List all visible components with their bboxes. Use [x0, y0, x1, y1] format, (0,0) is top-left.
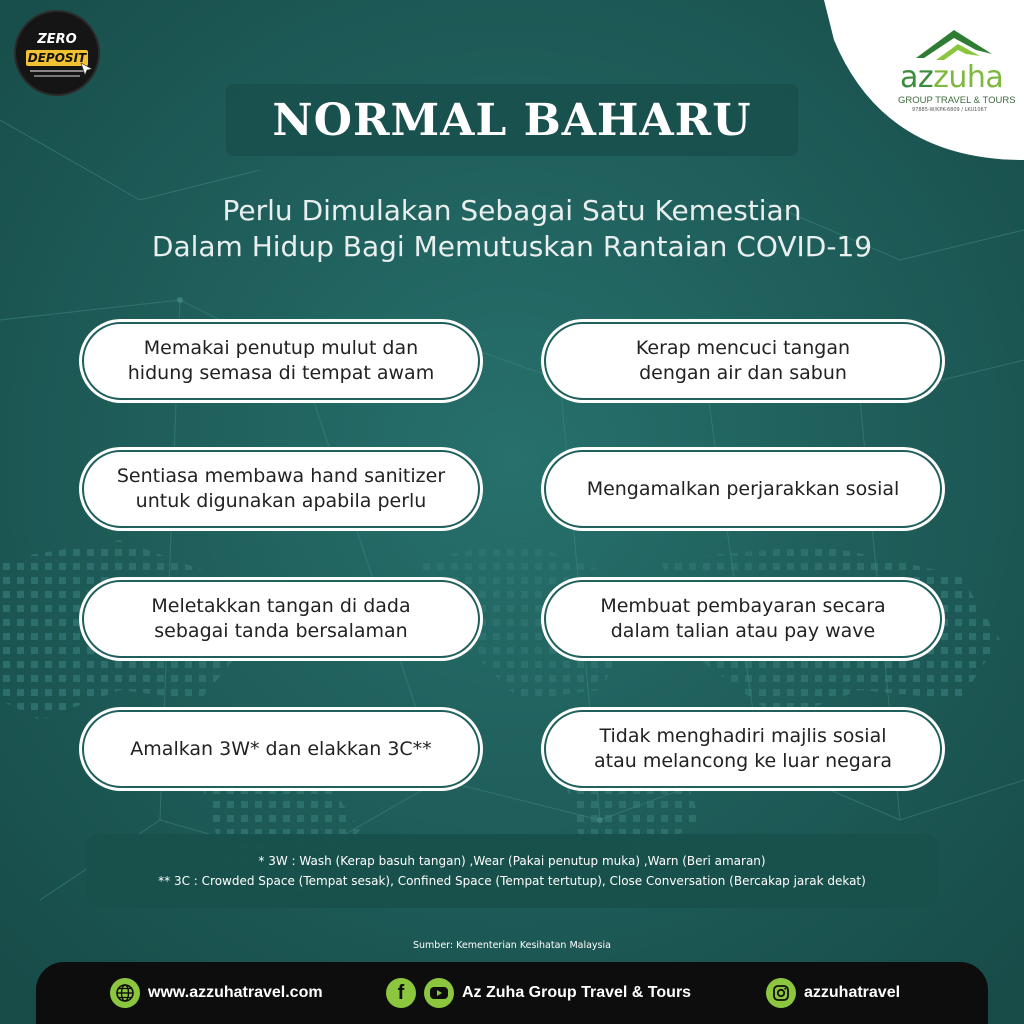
social-link[interactable]	[386, 976, 691, 1010]
zero-deposit-badge[interactable]	[14, 10, 100, 96]
logo-wordmark-part1: az	[900, 60, 934, 95]
subtitle-line2: Dalam Hidup Bagi Memutuskan Rantaian COVID-19	[151, 230, 873, 263]
website-text: www.azzuhatravel.com	[148, 984, 323, 1001]
page-title: NORMAL BAHARU	[272, 94, 752, 146]
title-banner	[226, 84, 798, 156]
instagram-icon	[766, 978, 796, 1008]
guideline-pill-7	[82, 710, 480, 788]
guideline-pill-1	[82, 322, 480, 400]
guideline-pill-5	[82, 580, 480, 658]
cursor-icon	[80, 62, 94, 76]
footer-bar	[36, 962, 988, 1024]
globe-icon	[110, 978, 140, 1008]
guideline-pill-2	[544, 322, 942, 400]
azzuha-logo[interactable]	[880, 20, 1020, 113]
badge-fineprint-2	[34, 75, 80, 77]
pill-text-line2: hidung semasa di tempat awam	[127, 362, 435, 384]
website-link[interactable]	[110, 976, 323, 1010]
subtitle-line1: Perlu Dimulakan Sebagai Satu Kemestian	[222, 194, 802, 227]
pill-text-line1: Mengamalkan perjarakkan sosial	[586, 477, 900, 500]
footnote-3w: * 3W : Wash (Kerap basuh tangan) ,Wear (Pakai penutup muka) ,Warn (Beri amaran)	[258, 854, 766, 868]
footnote-3c: ** 3C : Crowded Space (Tempat sesak), Confined Space (Tempat tertutup), Close Conversation (Bercakap jarak dekat)	[158, 874, 866, 888]
logo-wordmark-part2: zuha	[933, 60, 1004, 95]
guideline-pill-6	[544, 580, 942, 658]
instagram-link[interactable]	[766, 976, 900, 1010]
youtube-icon[interactable]	[424, 978, 454, 1008]
pill-text-line2: sebagai tanda bersalaman	[154, 620, 408, 642]
pill-text-line1: Meletakkan tangan di dada	[151, 595, 411, 617]
pill-text-line2: atau melancong ke luar negara	[594, 750, 892, 772]
logo-wordmark	[900, 60, 1003, 95]
instagram-handle-text: azzuhatravel	[804, 984, 901, 1001]
pill-text-line1: Sentiasa membawa hand sanitizer	[116, 465, 446, 487]
facebook-icon[interactable]: f	[386, 978, 416, 1008]
pill-text-line2: dengan air dan sabun	[639, 362, 847, 384]
pill-text-line1: Tidak menghadiri majlis sosial	[599, 725, 887, 747]
pill-text-line2: dalam talian atau pay wave	[610, 620, 876, 642]
pill-text-line1: Amalkan 3W* dan elakkan 3C**	[130, 737, 432, 760]
badge-fineprint	[30, 70, 84, 72]
guideline-pill-8	[544, 710, 942, 788]
logo-tagline: GROUP TRAVEL & TOURS	[898, 95, 1016, 106]
source-credit: Sumber: Kementerian Kesihatan Malaysia	[413, 940, 611, 951]
pill-text-line2: untuk digunakan apabila perlu	[135, 490, 427, 512]
social-name-text: Az Zuha Group Travel & Tours	[462, 984, 692, 1001]
guideline-pill-3	[82, 450, 480, 528]
pill-text-line1: Kerap mencuci tangan	[635, 337, 851, 359]
roof-swoosh-icon	[914, 20, 994, 62]
badge-line2: DEPOSIT	[27, 51, 87, 65]
footnotes-panel	[86, 834, 938, 908]
guideline-pill-4	[544, 450, 942, 528]
logo-license: 97885-W/KPK-6809 / LKU1067	[912, 107, 987, 113]
pill-text-line1: Membuat pembayaran secara	[600, 595, 886, 617]
badge-line1: ZERO	[37, 32, 77, 47]
pill-text-line1: Memakai penutup mulut dan	[143, 337, 419, 359]
